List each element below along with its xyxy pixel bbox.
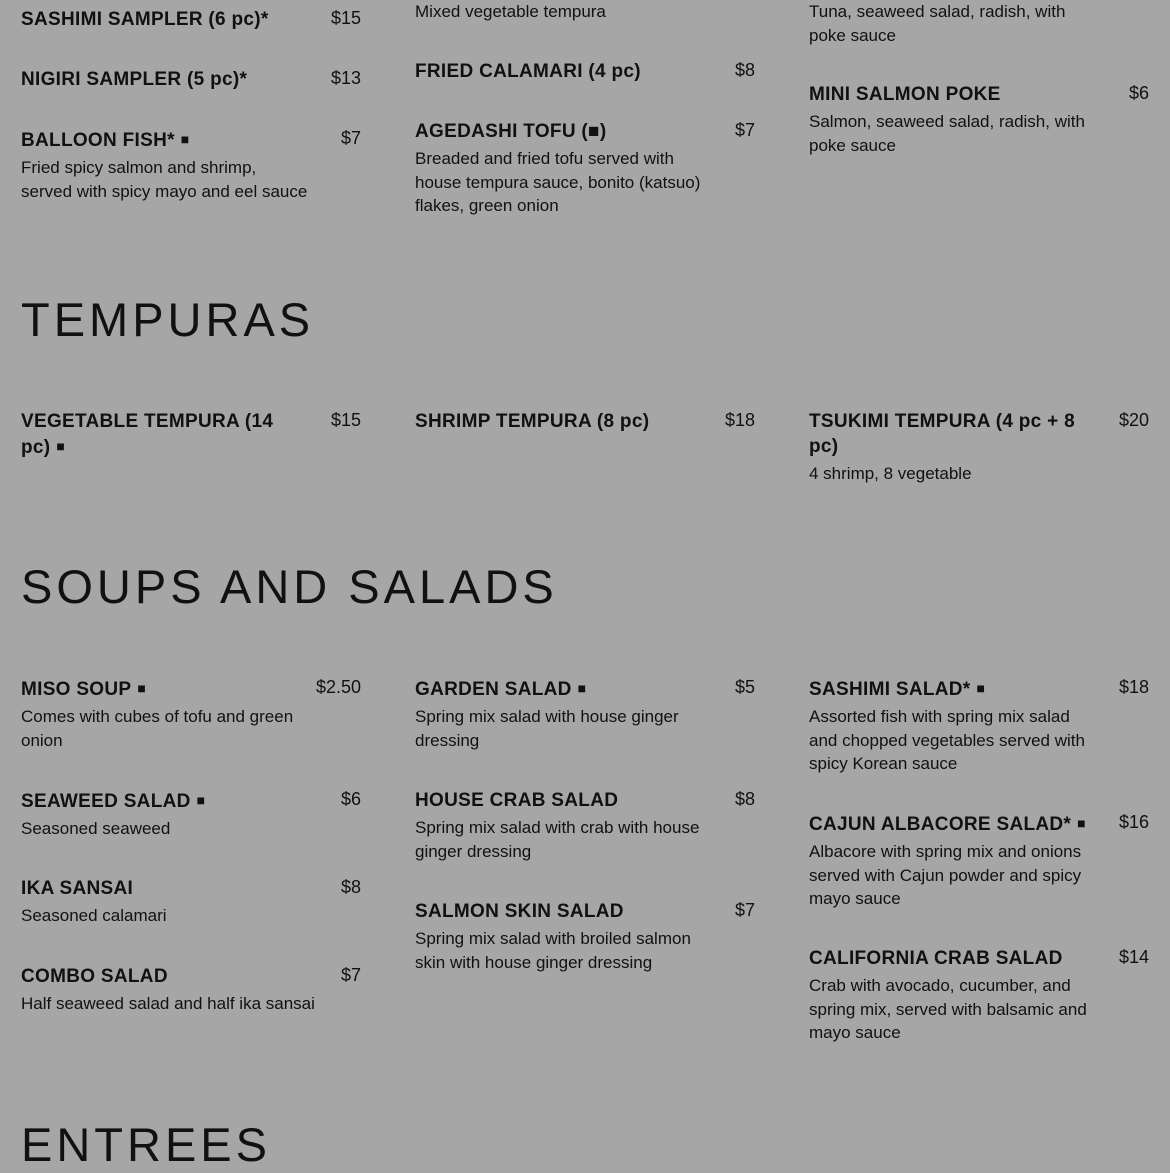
menu-item[interactable] xyxy=(809,946,1149,1045)
menu-item[interactable] xyxy=(415,899,755,974)
menu-item-price: $6 xyxy=(340,789,361,809)
menu-item-description: Crab with avocado, cucumber, and spring mix, served with balsamic and mayo sauce xyxy=(809,976,1087,1042)
menu-item-name-text: GARDEN SALAD xyxy=(415,679,572,700)
menu-item-description: Seasoned calamari xyxy=(21,906,167,925)
menu-item[interactable] xyxy=(21,67,361,92)
menu-item-price: $13 xyxy=(330,68,361,88)
menu-item-name-text: VEGETABLE TEMPURA (14 pc) xyxy=(21,411,274,458)
menu-item[interactable] xyxy=(21,127,361,203)
menu-item-price: $6 xyxy=(1128,83,1149,103)
menu-item-name: FRIED CALAMARI (4 pc) xyxy=(415,61,641,82)
menu-item[interactable] xyxy=(415,788,755,863)
menu-item[interactable] xyxy=(21,788,361,841)
menu-item-name: TSUKIMI TEMPURA (4 pc + 8 pc) xyxy=(809,411,1075,457)
menu-item[interactable] xyxy=(415,676,755,752)
menu-item-name: IKA SANSAI xyxy=(21,878,134,899)
menu-item[interactable] xyxy=(415,59,755,84)
dietary-badge-icon: ■ xyxy=(180,131,190,147)
menu-item-description: Fried spicy salmon and shrimp, served with spicy mayo and eel sauce xyxy=(21,158,308,201)
dietary-badge-icon: ■ xyxy=(577,680,587,696)
menu-item-description: Albacore with spring mix and onions served with Cajun powder and spicy mayo sauce xyxy=(809,842,1082,908)
menu-item-description: Half seaweed salad and half ika sansai xyxy=(21,994,315,1013)
menu-item-name xyxy=(21,788,205,814)
menu-item-name: MINI SALMON POKE xyxy=(809,84,1001,105)
menu-item[interactable] xyxy=(21,876,361,928)
dietary-badge-icon: ■ xyxy=(976,680,986,696)
menu-item-name xyxy=(415,676,586,702)
menu-item-name-text: CAJUN ALBACORE SALAD* xyxy=(809,814,1072,835)
menu-item-name-text: MISO SOUP xyxy=(21,679,132,700)
dietary-badge-icon: ■ xyxy=(1077,815,1086,831)
menu-item[interactable] xyxy=(809,811,1149,911)
menu-item-name-text: SEAWEED SALAD xyxy=(21,791,191,812)
menu-item[interactable] xyxy=(21,964,361,1016)
menu-item[interactable] xyxy=(415,409,755,434)
menu-item-price: $8 xyxy=(734,789,755,809)
menu-item[interactable] xyxy=(809,676,1149,776)
menu-item-price: $7 xyxy=(734,120,755,140)
menu-item-name: HOUSE CRAB SALAD xyxy=(415,790,619,811)
menu-item[interactable] xyxy=(415,119,755,218)
menu-item-price: $14 xyxy=(1118,947,1149,967)
menu-item-description: Mixed vegetable tempura xyxy=(415,2,606,21)
menu-item-name: SHRIMP TEMPURA (8 pc) xyxy=(415,411,650,432)
menu-item-price: $8 xyxy=(734,60,755,80)
menu-item-continued xyxy=(809,0,1149,47)
menu-item-name xyxy=(21,409,321,460)
dietary-badge-icon: ■ xyxy=(196,792,206,808)
menu-item-continued xyxy=(415,0,755,24)
menu-item[interactable] xyxy=(809,409,1149,486)
menu-item-price: $20 xyxy=(1118,410,1149,430)
menu-item-description: Seasoned seaweed xyxy=(21,819,171,838)
dietary-badge-icon: ■ xyxy=(137,680,147,696)
menu-item[interactable] xyxy=(809,82,1149,157)
menu-item-description: Tuna, seaweed salad, radish, with poke sauce xyxy=(809,2,1066,45)
menu-item-description: Assorted fish with spring mix salad and chopped vegetables served with spicy Korean sauce xyxy=(809,707,1085,773)
menu-item-price: $7 xyxy=(734,900,755,920)
menu-item-description: Spring mix salad with broiled salmon skin with house ginger dressing xyxy=(415,929,691,972)
menu-item-name xyxy=(21,127,190,153)
menu-item-price: $15 xyxy=(330,410,361,430)
menu-item-name: SALMON SKIN SALAD xyxy=(415,901,624,922)
menu-item-price: $5 xyxy=(734,677,755,697)
menu-item-price: $18 xyxy=(1118,677,1149,697)
menu-item[interactable] xyxy=(21,676,361,752)
menu-item-name: CALIFORNIA CRAB SALAD xyxy=(809,948,1063,969)
menu-item[interactable] xyxy=(21,7,361,32)
menu-item-name: NIGIRI SAMPLER (5 pc)* xyxy=(21,69,248,90)
dietary-badge-icon: ■ xyxy=(56,438,66,454)
menu-item-name xyxy=(809,811,1086,837)
menu-item-name: SASHIMI SAMPLER (6 pc)* xyxy=(21,9,269,30)
menu-item-description: Spring mix salad with crab with house ginger dressing xyxy=(415,818,700,861)
menu-item-price: $7 xyxy=(340,128,361,148)
menu-item-name-text: BALLOON FISH* xyxy=(21,130,175,151)
menu-item-price: $7 xyxy=(340,965,361,985)
menu-item-name xyxy=(21,676,146,702)
menu-item-name: AGEDASHI TOFU (■) xyxy=(415,121,607,142)
menu-item-name xyxy=(809,676,985,702)
menu-item-price: $15 xyxy=(330,8,361,28)
menu-item-description: 4 shrimp, 8 vegetable xyxy=(809,464,972,483)
menu-item-price: $2.50 xyxy=(315,677,361,697)
menu-item-description: Spring mix salad with house ginger dressing xyxy=(415,707,679,750)
menu-item-price: $18 xyxy=(724,410,755,430)
section-title-soups-and-salads: SOUPS AND SALADS xyxy=(21,560,558,613)
menu-item-name: COMBO SALAD xyxy=(21,966,168,987)
menu-item-price: $16 xyxy=(1118,812,1149,832)
menu-item-description: Salmon, seaweed salad, radish, with poke sauce xyxy=(809,112,1085,155)
section-title-entrees: ENTREES xyxy=(21,1118,271,1171)
menu-item[interactable] xyxy=(21,409,361,460)
section-title-tempuras: TEMPURAS xyxy=(21,293,315,346)
menu-item-name-text: SASHIMI SALAD* xyxy=(809,679,971,700)
menu-item-price: $8 xyxy=(340,877,361,897)
menu-item-description: Breaded and fried tofu served with house tempura sauce, bonito (katsuo) flakes, green onion xyxy=(415,149,701,215)
menu-item-description: Comes with cubes of tofu and green onion xyxy=(21,707,294,750)
